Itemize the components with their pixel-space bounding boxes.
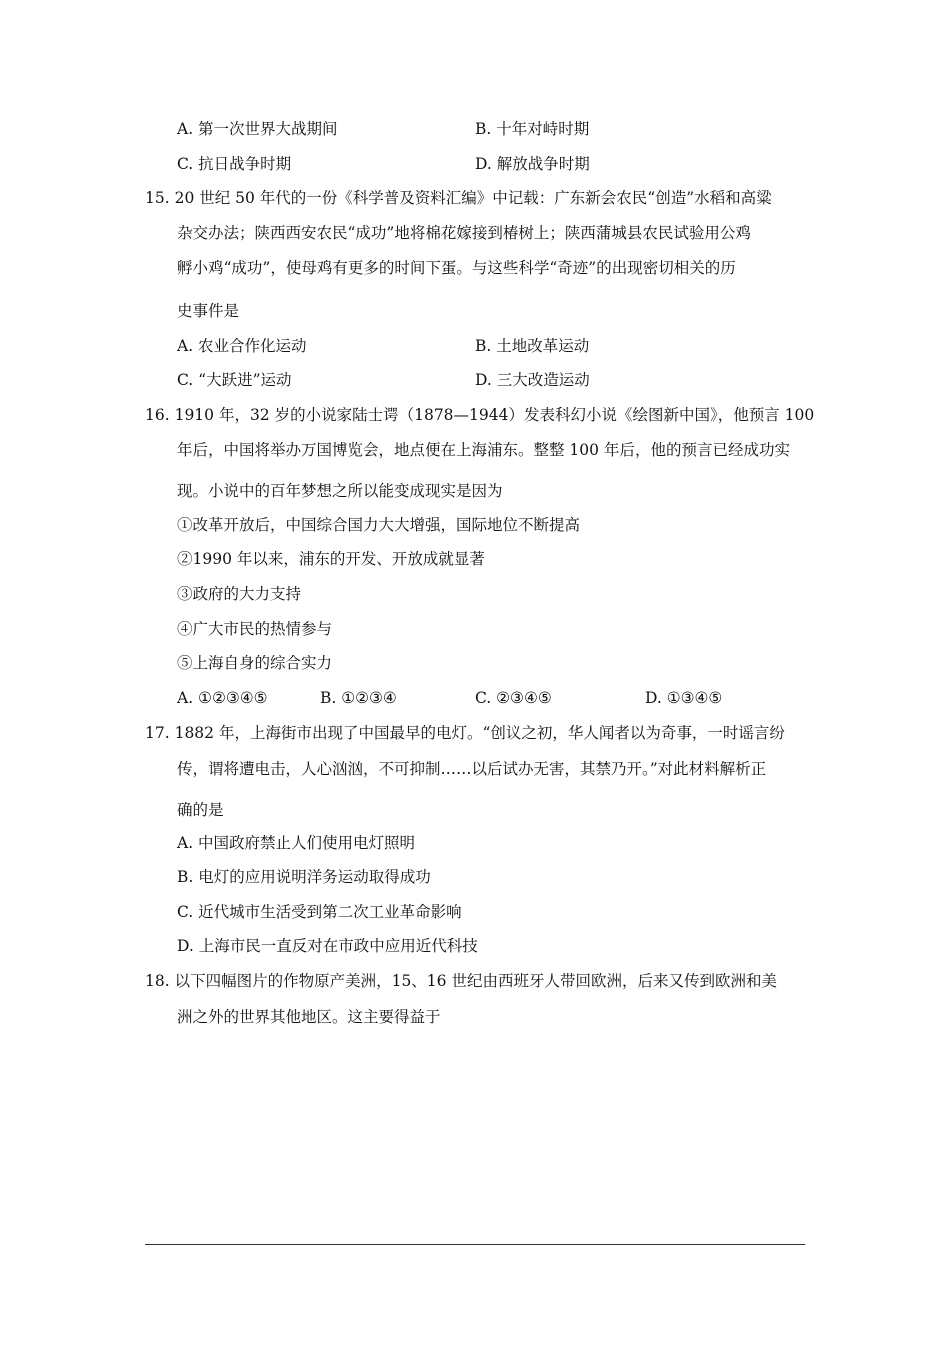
q14-option-d: D. 解放战争时期 <box>475 155 590 173</box>
q16-stem-line-2: 年后，中国将举办万国博览会，地点便在上海浦东。整整 100 年后，他的预言已经成功实 <box>177 441 790 459</box>
q15-stem-line-1: 15. 20 世纪 50 年代的一份《科学普及资料汇编》中记载：广东新会农民“创造”水稻和高粱 <box>145 189 772 207</box>
q15-option-a: A. 农业合作化运动 <box>177 337 307 355</box>
q15-option-b: B. 土地改革运动 <box>475 337 590 355</box>
q16-item-2: ②1990 年以来，浦东的开发、开放成就显著 <box>177 550 485 568</box>
q16-stem-line-3: 现。小说中的百年梦想之所以能变成现实是因为 <box>177 482 503 500</box>
q17-option-c: C. 近代城市生活受到第二次工业革命影响 <box>177 903 462 921</box>
q15-stem-line-3: 孵小鸡“成功”，使母鸡有更多的时间下蛋。与这些科学“奇迹”的出现密切相关的历 <box>177 259 736 277</box>
q18-stem-line-1: 18. 以下四幅图片的作物原产美洲，15、16 世纪由西班牙人带回欧洲，后来又传到欧洲和美 <box>145 972 777 990</box>
q14-option-b: B. 十年对峙时期 <box>475 120 590 138</box>
q17-option-d: D. 上海市民一直反对在市政中应用近代科技 <box>177 937 478 955</box>
q16-item-4: ④广大市民的热情参与 <box>177 620 333 638</box>
q16-option-c: C. ②③④⑤ <box>475 689 552 707</box>
q17-stem-line-3: 确的是 <box>177 801 224 819</box>
q15-option-d: D. 三大改造运动 <box>475 371 590 389</box>
q16-option-b: B. ①②③④ <box>320 689 397 707</box>
q15-stem-line-4: 史事件是 <box>177 302 240 320</box>
q17-stem-line-2: 传，谓将遭电击，人心汹汹，不可抑制……以后试办无害，其禁乃开。”对此材料解析正 <box>177 760 767 778</box>
q16-item-5: ⑤上海自身的综合实力 <box>177 654 333 672</box>
q18-stem-line-2: 洲之外的世界其他地区。这主要得益于 <box>177 1008 441 1026</box>
q16-item-3: ③政府的大力支持 <box>177 585 302 603</box>
q14-option-c: C. 抗日战争时期 <box>177 155 292 173</box>
q14-option-a: A. 第一次世界大战期间 <box>177 120 338 138</box>
q17-stem-line-1: 17. 1882 年，上海街市出现了中国最早的电灯。“创议之初，华人闻者以为奇事，一时谣言纷 <box>145 724 785 742</box>
q15-stem-line-2: 杂交办法；陕西西安农民“成功”地将棉花嫁接到椿树上；陕西蒲城县农民试验用公鸡 <box>177 224 751 242</box>
q15-option-c: C. “大跃进”运动 <box>177 371 292 389</box>
q16-option-d: D. ①③④⑤ <box>645 689 723 707</box>
q16-item-1: ①改革开放后，中国综合国力大大增强，国际地位不断提高 <box>177 516 581 534</box>
q17-option-b: B. 电灯的应用说明洋务运动取得成功 <box>177 868 431 886</box>
footer-divider <box>145 1244 805 1245</box>
q17-option-a: A. 中国政府禁止人们使用电灯照明 <box>177 834 416 852</box>
q16-stem-line-1: 16. 1910 年，32 岁的小说家陆士谔（1878—1944）发表科幻小说《绘图新中国》，他预言 100 <box>145 406 815 424</box>
q16-option-a: A. ①②③④⑤ <box>177 689 268 707</box>
